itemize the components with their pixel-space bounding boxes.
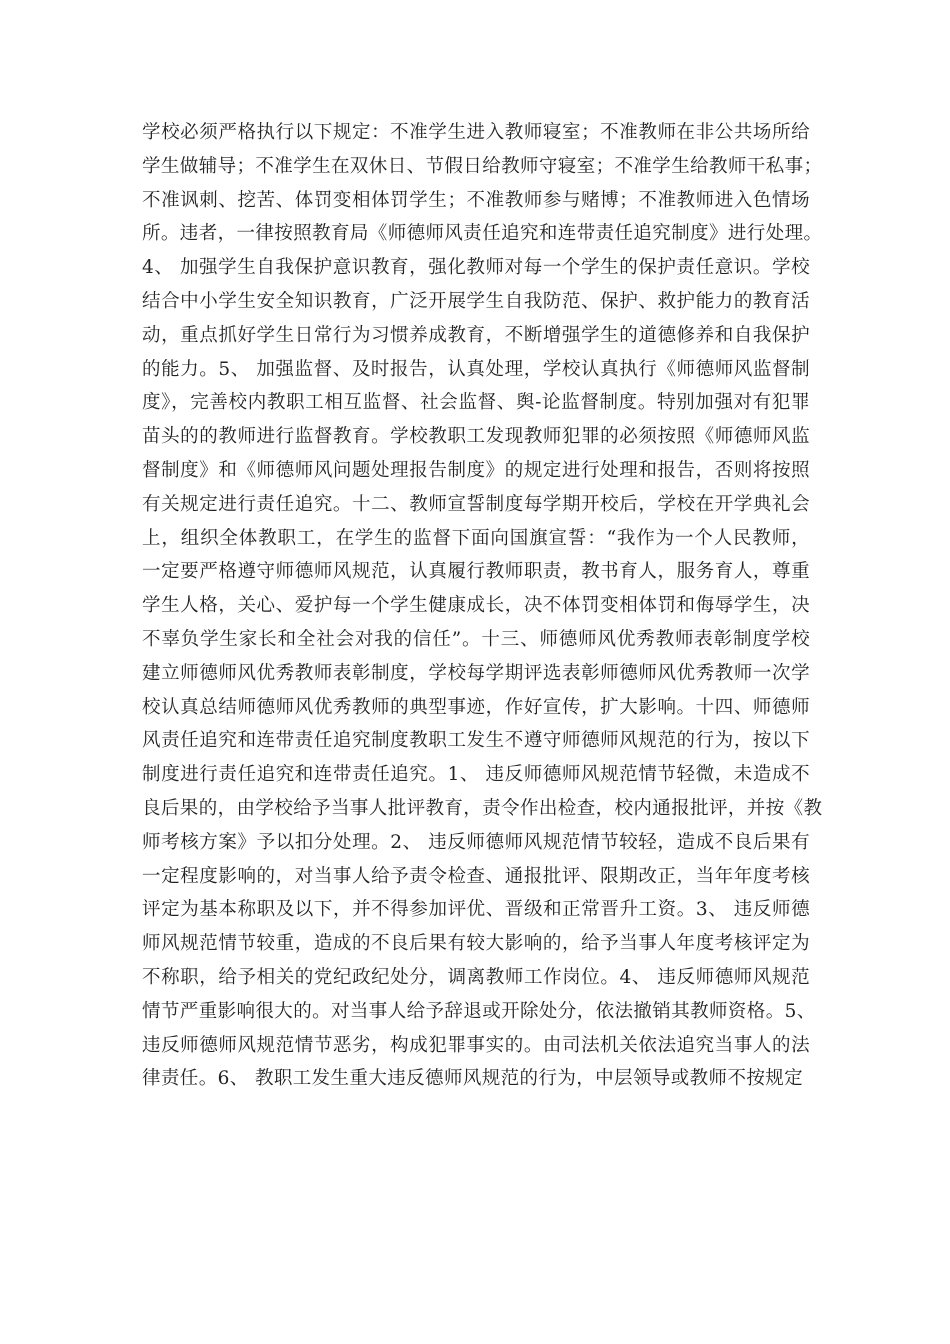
text-line: 苗头的的教师进行监督教育。学校教职工发现教师犯罪的必须按照《师德师风监 (142, 426, 810, 448)
text-line: 情节严重影响很大的。对当事人给予辞退或开除处分，依法撤销其教师资格。5、 (142, 1000, 816, 1022)
text-line: 学生人格，关心、爱护每一个学生健康成长，决不体罚变相体罚和侮辱学生，决 (142, 595, 810, 617)
text-line: 风责任追究和连带责任追究制度教职工发生不遵守师德师风规范的行为，按以下 (142, 730, 810, 752)
text-line: 结合中小学生安全知识教育，广泛开展学生自我防范、保护、救护能力的教育活 (142, 290, 810, 312)
text-line: 校认真总结师德师风优秀教师的典型事迹，作好宣传，扩大影响。十四、师德师 (142, 696, 810, 718)
text-line: 4、 加强学生自我保护意识教育，强化教师对每一个学生的保护责任意识。学校 (142, 257, 810, 279)
document-body (142, 116, 823, 1096)
text-line: 度》，完善校内教职工相互监督、社会监督、舆-论监督制度。特别加强对有犯罪 (142, 392, 810, 414)
text-line: 违反师德师风规范情节恶劣，构成犯罪事实的。由司法机关依法追究当事人的法 (142, 1034, 810, 1056)
text-line: 所。违者，一律按照教育局《师德师风责任追究和连带责任追究制度》进行处理。 (142, 223, 823, 245)
text-line: 一定程度影响的，对当事人给予责令检查、通报批评、限期改正，当年年度考核 (142, 865, 810, 887)
text-line: 律责任。6、 教职工发生重大违反德师风规范的行为，中层领导或教师不按规定 (142, 1068, 804, 1090)
text-line: 评定为基本称职及以下，并不得参加评优、晋级和正常晋升工资。3、 违反师德 (142, 899, 810, 921)
text-line: 学校必须严格执行以下规定：不准学生进入教师寝室；不准教师在非公共场所给 (142, 122, 810, 143)
text-line: 的能力。5、 加强监督、及时报告，认真处理，学校认真执行《师德师风监督制 (142, 358, 810, 380)
text-line: 学生做辅导；不准学生在双休日、节假日给教师守寝室；不准学生给教师干私事； (142, 155, 823, 177)
text-line: 制度进行责任追究和连带责任追究。1、 违反师德师风规范情节轻微，未造成不 (142, 764, 810, 786)
text-line: 有关规定进行责任追究。十二、教师宣誓制度每学期开校后，学校在开学典礼会 (142, 493, 810, 515)
text-line: 督制度》和《师德师风问题处理报告制度》的规定进行处理和报告，否则将按照 (142, 459, 810, 481)
text-line: 师考核方案》予以扣分处理。2、 违反师德师风规范情节较轻，造成不良后果有 (142, 831, 810, 853)
text-line: 建立师德师风优秀教师表彰制度，学校每学期评选表彰师德师风优秀教师一次学 (142, 662, 810, 684)
text-line: 一定要严格遵守师德师风规范，认真履行教师职责，教书育人，服务育人，尊重 (142, 561, 810, 583)
text-line: 动，重点抓好学生日常行为习惯养成教育，不断增强学生的道德修养和自我保护 (142, 324, 810, 346)
text-line: 师风规范情节较重，造成的不良后果有较大影响的，给予当事人年度考核评定为 (142, 933, 810, 955)
text-line: 不称职，给予相关的党纪政纪处分，调离教师工作岗位。4、 违反师德师风规范 (142, 966, 810, 988)
text-line: 上，组织全体教职工，在学生的监督下面向国旗宣誓：“我作为一个人民教师， (142, 527, 810, 549)
text-line: 不辜负学生家长和全社会对我的信任”。十三、师德师风优秀教师表彰制度学校 (142, 628, 810, 650)
text-line: 不准讽刺、挖苦、体罚变相体罚学生；不准教师参与赌博；不准教师进入色情场 (142, 189, 810, 211)
text-line: 良后果的，由学校给予当事人批评教育，责令作出检查，校内通报批评，并按《教 (142, 797, 823, 819)
